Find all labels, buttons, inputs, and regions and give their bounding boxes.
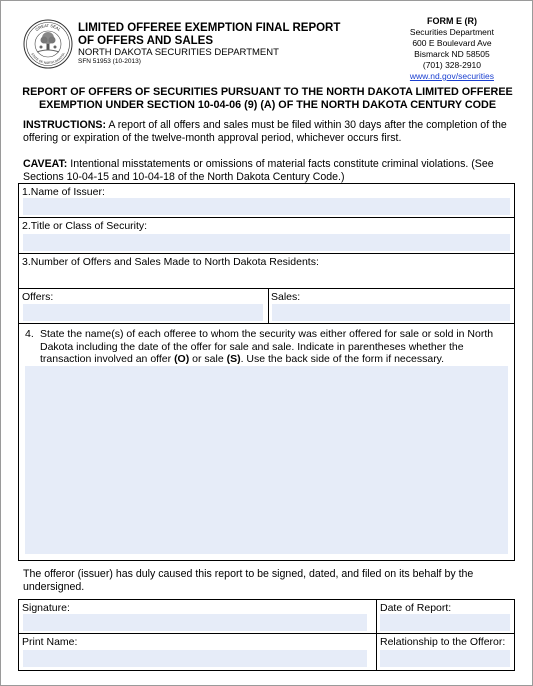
- date-of-report-field[interactable]: [380, 614, 510, 631]
- offers-label: Offers:: [22, 291, 54, 303]
- date-of-report-label: Date of Report:: [380, 602, 452, 614]
- report-title-line2: EXEMPTION UNDER SECTION 10-04-06 (9) (A) OF THE NORTH DAKOTA CENTURY CODE: [38, 99, 497, 111]
- security-title-field[interactable]: [23, 234, 510, 251]
- print-name-field[interactable]: [23, 650, 367, 667]
- report-title-line1: REPORT OF OFFERS OF SECURITIES PURSUANT TO THE NORTH DAKOTA LIMITED OFFEREE: [22, 86, 513, 98]
- offeree-instructions: [25, 328, 495, 366]
- form-title-line1: LIMITED OFFEREE EXEMPTION FINAL REPORT: [78, 22, 341, 34]
- contact-block: [410, 16, 494, 82]
- question-4-text-mid: or sale: [189, 353, 227, 365]
- security-title-label: 2.Title or Class of Security:: [22, 220, 148, 232]
- sales-count-field[interactable]: [272, 304, 510, 321]
- department-name: NORTH DAKOTA SECURITIES DEPARTMENT: [78, 47, 279, 58]
- number-offers-row: [19, 254, 514, 289]
- form-title: [78, 22, 340, 48]
- address-line1: Securities Department: [409, 27, 494, 37]
- offers-sales-divider: [268, 289, 269, 323]
- signature-field[interactable]: [23, 614, 367, 631]
- print-name-label: Print Name:: [22, 636, 78, 648]
- address-line2: 600 E Boulevard Ave: [412, 38, 492, 48]
- signature-row: [19, 600, 514, 634]
- form-title-line2: OF OFFERS AND SALES: [78, 35, 214, 47]
- question-4-text-b: . Use the back side of the form if necessary.: [240, 353, 445, 365]
- question-4-text-a: State the name(s) of each offeree to whom the security was either offered for sale or sold in North Dakota including the date of the offer for sale and sale. Indicate in parentheses whether the transaction involved an offer: [40, 328, 494, 365]
- print-name-row: [19, 634, 514, 670]
- offer-code: (O): [174, 353, 190, 365]
- issuer-row: [19, 184, 514, 218]
- caveat-paragraph: [23, 158, 509, 183]
- seal-text-bottom: STATE OF NORTH DAKOTA: [30, 52, 66, 66]
- report-title: [19, 86, 516, 112]
- signature-box: [18, 599, 515, 671]
- sale-code: (S): [226, 353, 241, 365]
- sales-label: Sales:: [271, 291, 301, 303]
- offers-sales-row: [19, 289, 514, 324]
- name-relationship-divider: [376, 634, 377, 670]
- instructions-text: A report of all offers and sales must be filed within 30 days after the completion of the offering or expiration of the twelve-month approval period, whichever occurs first.: [23, 119, 507, 144]
- question-4-number: 4.: [25, 328, 34, 340]
- security-title-row: [19, 218, 514, 254]
- state-seal-icon: [23, 19, 73, 69]
- signature-date-divider: [376, 600, 377, 633]
- form-id: FORM E (R): [426, 16, 477, 26]
- offers-count-field[interactable]: [23, 304, 263, 321]
- caveat-label: CAVEAT:: [23, 158, 68, 170]
- instructions-paragraph: [23, 119, 509, 144]
- relationship-label: Relationship to the Offeror:: [380, 636, 506, 648]
- offeree-names-row: [19, 324, 514, 560]
- phone-number: (701) 328-2910: [422, 60, 482, 70]
- sfn-number: SFN 51953 (10-2013): [78, 58, 141, 65]
- issuer-name-field[interactable]: [23, 198, 510, 215]
- issuer-info-box: [18, 183, 515, 561]
- offeree-names-field[interactable]: [25, 366, 508, 554]
- signature-label: Signature:: [22, 602, 70, 614]
- address-line3: Bismarck ND 58505: [414, 49, 490, 59]
- website-link[interactable]: www.nd.gov/securities: [409, 71, 494, 81]
- seal-text-top: GREAT SEAL: [34, 22, 62, 33]
- instructions-label: INSTRUCTIONS:: [23, 119, 106, 131]
- issuer-label: 1.Name of Issuer:: [22, 186, 105, 198]
- number-offers-label: 3.Number of Offers and Sales Made to North Dakota Residents:: [22, 256, 319, 268]
- relationship-field[interactable]: [380, 650, 510, 667]
- caveat-text: Intentional misstatements or omissions of material facts constitute criminal violations. (See Sections 10-04-15 and 10-04-18 of the North Dakota Century Code.): [23, 158, 494, 183]
- certification-statement: The offeror (issuer) has duly caused this report to be signed, dated, and filed on its behalf by the undersigned.: [23, 568, 474, 593]
